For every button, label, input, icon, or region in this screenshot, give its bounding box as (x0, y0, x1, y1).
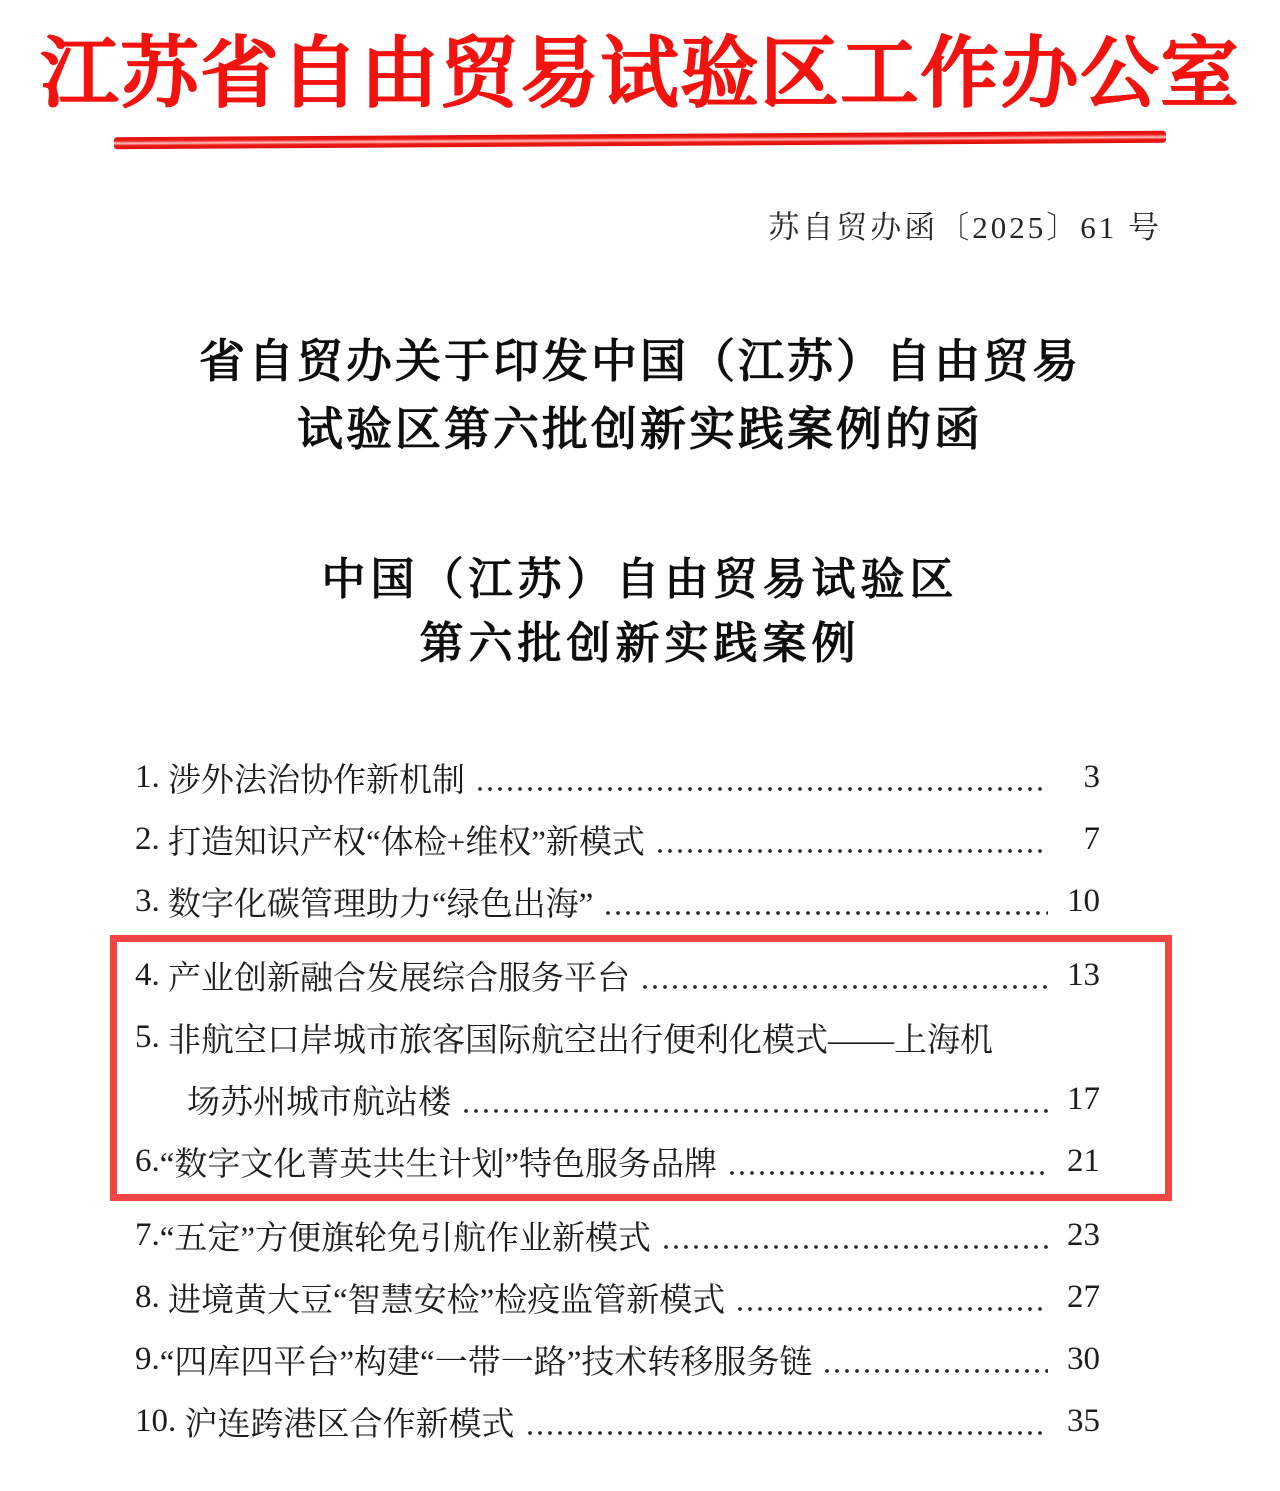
toc-page-number: 3 (1083, 758, 1100, 795)
dot-leader (640, 984, 1048, 990)
toc-page-number: 30 (1067, 1340, 1100, 1377)
dot-leader (822, 1368, 1048, 1374)
dot-leader (603, 910, 1048, 916)
toc-item-title: 进境黄大豆“智慧安检”检疫监管新模式 (168, 1282, 726, 1319)
toc-item-number: 2. (135, 820, 168, 857)
table-of-contents (135, 746, 1100, 1452)
toc-item (135, 1390, 1100, 1452)
dot-leader (735, 1306, 1048, 1312)
toc-item-number: 4. (135, 956, 168, 993)
toc-page-number: 23 (1067, 1216, 1100, 1253)
document-number: 苏自贸办函〔2025〕61 号 (768, 210, 1162, 245)
toc-page-number: 27 (1067, 1278, 1100, 1315)
toc-item-number: 8. (135, 1278, 168, 1315)
case-list-title-line1: 中国（江苏）自由贸易试验区 (321, 555, 959, 604)
toc-item-title: “五定”方便旗轮免引航作业新模式 (159, 1220, 652, 1257)
toc-page-number: 7 (1083, 820, 1100, 857)
toc-page-number: 13 (1067, 956, 1100, 993)
toc-item-number: 10. (135, 1402, 185, 1439)
case-list-title-line2: 第六批创新实践案例 (419, 619, 861, 668)
dot-leader (525, 1430, 1049, 1436)
dot-leader (727, 1170, 1048, 1176)
toc-item (135, 1006, 1100, 1068)
letter-title (0, 328, 1280, 464)
dot-leader (655, 848, 1048, 854)
document-page (0, 18, 1280, 1491)
toc-page-number: 21 (1067, 1142, 1100, 1179)
toc-page-number: 17 (1067, 1080, 1100, 1117)
toc-item-title: 数字化碳管理助力“绿色出海” (168, 886, 594, 923)
toc-item-title: 产业创新融合发展综合服务平台 (168, 960, 630, 997)
toc-item-number: 6. (135, 1142, 160, 1179)
toc-item (135, 1328, 1100, 1390)
toc-item-number: 5. (135, 1018, 168, 1055)
toc-item-title: “四库四平台”构建“一带一路”技术转移服务链 (159, 1344, 813, 1381)
annotation-highlight-box (110, 935, 1172, 1201)
dot-leader (475, 786, 1048, 792)
toc-item-number: 3. (135, 882, 168, 919)
toc-item-number: 7. (135, 1216, 160, 1253)
toc-item (135, 1068, 1100, 1130)
toc-item-title: 涉外法治协作新机制 (168, 762, 465, 799)
toc-item (135, 1204, 1100, 1266)
toc-item-number: 9. (135, 1340, 160, 1377)
toc-item (135, 870, 1100, 932)
toc-item (135, 746, 1100, 808)
toc-item-title: 场苏州城市航站楼 (187, 1084, 451, 1121)
toc-item-title: 沪连跨港区合作新模式 (184, 1406, 515, 1443)
letterhead-divider-line (114, 131, 1166, 149)
letter-title-line1: 省自贸办关于印发中国（江苏）自由贸易 (199, 336, 1081, 387)
case-list-title (0, 548, 1280, 676)
toc-item (135, 808, 1100, 870)
toc-item-title: “数字文化菁英共生计划”特色服务品牌 (159, 1146, 718, 1183)
toc-item (135, 1130, 1100, 1192)
toc-item-number: 1. (135, 758, 168, 795)
toc-item (135, 1266, 1100, 1328)
dot-leader (661, 1244, 1048, 1250)
toc-item-title: 打造知识产权“体检+维权”新模式 (168, 824, 645, 861)
letter-title-line2: 试验区第六批创新实践案例的函 (297, 404, 983, 455)
toc-page-number: 35 (1067, 1402, 1100, 1439)
toc-item (135, 944, 1100, 1006)
toc-item-title: 非航空口岸城市旅客国际航空出行便利化模式——上海机 (168, 1022, 993, 1059)
letterhead-title: 江苏省自由贸易试验区工作办公室 (39, 30, 1240, 117)
dot-leader (461, 1108, 1048, 1114)
toc-page-number: 10 (1067, 882, 1100, 919)
